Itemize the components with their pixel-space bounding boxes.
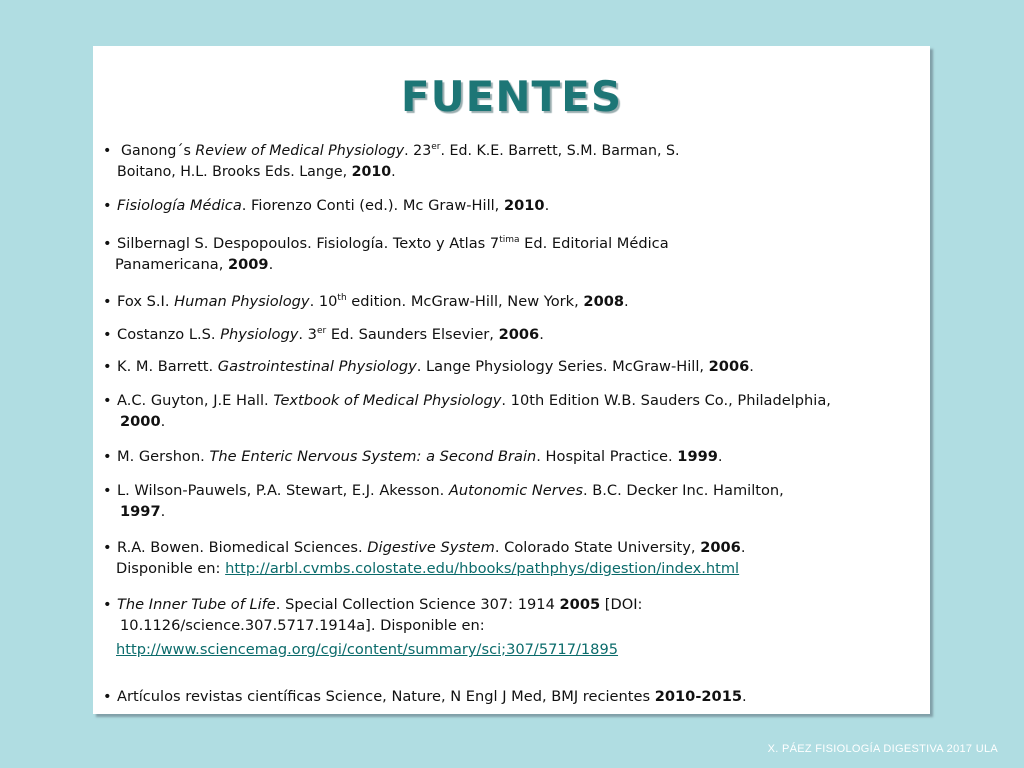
list-item: • M. Gershon. The Enteric Nervous System: a Second Brain. Hospital Practice. 1999. xyxy=(103,448,723,465)
list-item: • Fisiología Médica. Fiorenzo Conti (ed.). Mc Graw-Hill, 2010. xyxy=(103,197,550,214)
sciencemag-link[interactable]: http://www.sciencemag.org/cgi/content/summary/sci;307/5717/1895 xyxy=(116,641,619,658)
bullet-icon: • xyxy=(103,596,112,613)
bullet-icon: • xyxy=(103,326,112,343)
slide-title: FUENTES xyxy=(400,72,623,121)
digestion-link[interactable]: http://arbl.cvmbs.colostate.edu/hbooks/pathphys/digestion/index.html xyxy=(225,560,740,577)
list-item: • Artículos revistas científicas Science, Nature, N Engl J Med, BMJ recientes 2010-2015. xyxy=(103,688,747,705)
bullet-icon: • xyxy=(103,482,112,499)
list-item: • Silbernagl S. Despopoulos. Fisiología. Texto y Atlas $7^{tima}$ Ed. Editorial Médica Panamericana, 2009. xyxy=(103,235,669,273)
bullet-icon: • xyxy=(103,197,112,214)
list-item: • Ganong´s Review of Medical Physiology. 23er. Ed. K.E. Barrett, S.M. Barman, S. Boitano, H.L. Brooks Eds. Lange, 2010. xyxy=(103,142,680,180)
bullet-icon: • xyxy=(103,143,112,159)
list-item: • The Inner Tube of Life. Special Collection Science 307: 1914 2005 [DOI: 10.1126/science.307.5717.1914a]. Disponible en: http://www.sciencemag.org/cgi/content/summary/sci;307/5717/1895 xyxy=(103,596,643,658)
list-item: • K. M. Barrett. Gastrointestinal Physiology. Lange Physiology Series. McGraw-Hill, 2006. xyxy=(103,358,754,375)
bullet-icon: • xyxy=(103,358,112,375)
bullet-icon: • xyxy=(103,448,112,465)
footer-credit: X. PÁEZ FISIOLOGÍA DIGESTIVA 2017 ULA xyxy=(767,743,998,755)
list-item: • A.C. Guyton, J.E Hall. Textbook of Medical Physiology. 10th Edition W.B. Sauders Co., Philadelphia, 2000. xyxy=(103,392,831,430)
list-item: • Costanzo L.S. Physiology. 3er Ed. Saunders Elsevier, 2006. xyxy=(103,326,544,343)
list-item: • Fox S.I. Human Physiology. 10th edition. McGraw-Hill, New York, 2008. xyxy=(103,293,629,310)
slide-card xyxy=(93,46,930,714)
bullet-icon: • xyxy=(103,539,112,556)
list-item: • L. Wilson-Pauwels, P.A. Stewart, E.J. Akesson. Autonomic Nerves. B.C. Decker Inc. Hamilton, 1997. xyxy=(103,482,784,520)
bullet-icon: • xyxy=(103,293,112,310)
bullet-icon: • xyxy=(103,688,112,705)
bullet-icon: • xyxy=(103,392,112,409)
bullet-icon: • xyxy=(103,235,112,252)
list-item: • R.A. Bowen. Biomedical Sciences. Digestive System. Colorado State University, 2006. Disponible en: http://arbl.cvmbs.colostate.edu/hbooks/pathphys/digestion/index.html xyxy=(103,539,746,577)
